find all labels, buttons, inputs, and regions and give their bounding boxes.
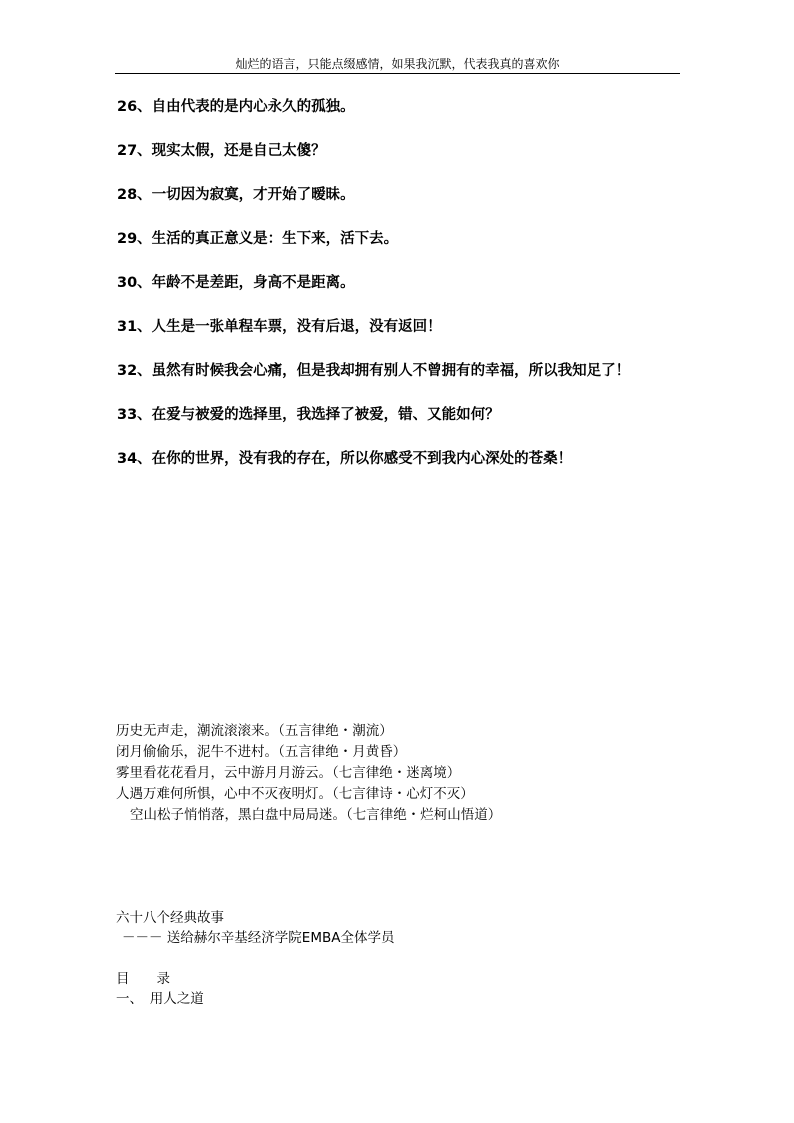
book-intro bbox=[116, 908, 716, 1009]
quote-item: 29、生活的真正意义是：生下来，活下去。 bbox=[117, 231, 399, 247]
quote-item: 28、一切因为寂寞，才开始了暧昧。 bbox=[117, 187, 355, 203]
poem-line: 闭月偷偷乐，泥牛不进村。（五言律绝・月黄昏） bbox=[116, 744, 407, 760]
poem-line: 人遇万难何所惧，心中不灭夜明灯。（七言律诗・心灯不灭） bbox=[116, 786, 474, 802]
quote-item: 31、人生是一张单程车票，没有后退，没有返回！ bbox=[117, 319, 442, 335]
page-header: 灿烂的语言，只能点缀感情，如果我沉默，代表我真的喜欢你 bbox=[235, 57, 560, 71]
book-title: 六十八个经典故事 bbox=[116, 910, 224, 926]
poem-line: 历史无声走，潮流滚滚来。（五言律绝・潮流） bbox=[116, 723, 393, 739]
toc-heading: 目 录 bbox=[116, 971, 170, 987]
spacer bbox=[116, 948, 716, 969]
poem-line: 雾里看花花看月，云中游月月游云。（七言律绝・迷离境） bbox=[116, 765, 461, 781]
poem-line: 空山松子悄悄落，黑白盘中局局迷。（七言律绝・烂柯山悟道） bbox=[130, 807, 502, 823]
quote-item: 32、虽然有时候我会心痛，但是我却拥有别人不曾拥有的幸福，所以我知足了！ bbox=[117, 363, 631, 379]
quote-item: 33、在爱与被爱的选择里，我选择了被爱，错、又能如何？ bbox=[117, 407, 500, 423]
quote-list bbox=[117, 96, 717, 492]
book-subtitle: －－－ 送给赫尔辛基经济学院EMBA全体学员 bbox=[122, 930, 395, 946]
quote-item: 27、现实太假，还是自己太傻？ bbox=[117, 143, 326, 159]
toc-item: 一、 用人之道 bbox=[116, 991, 204, 1007]
quote-item: 30、年龄不是差距，身高不是距离。 bbox=[117, 275, 355, 291]
quote-item: 34、在你的世界，没有我的存在，所以你感受不到我内心深处的苍桑！ bbox=[117, 451, 573, 467]
poem-list bbox=[116, 721, 716, 826]
quote-item: 26、自由代表的是内心永久的孤独。 bbox=[117, 99, 355, 115]
header-divider bbox=[115, 73, 680, 74]
